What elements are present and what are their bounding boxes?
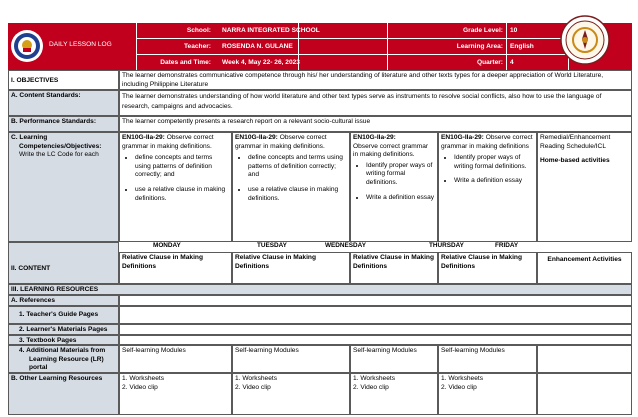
lc-intro: Observe correct grammar in making definitions. <box>122 134 214 150</box>
lc-bullet: • Identify proper ways of writing formal definitions. <box>454 154 534 171</box>
other-tuesday <box>232 373 350 415</box>
references-label: A. References <box>8 295 119 306</box>
competencies-label-line: C. Learning <box>11 134 48 141</box>
content-label <box>8 242 119 284</box>
content-tuesday: Relative Clause in Making Definitions <box>232 252 350 284</box>
other-wednesday <box>350 373 438 415</box>
friday-home-based: Home-based activities <box>540 157 610 165</box>
area-label: Learning Area: <box>456 43 503 50</box>
learners-materials-empty <box>119 324 632 335</box>
learners-materials-label: 2. Learner's Materials Pages <box>8 324 119 335</box>
lc-intro: Observe correct grammar in making definitions. <box>235 134 327 150</box>
competency-friday <box>537 132 632 242</box>
references-empty <box>119 295 632 306</box>
content-friday: Enhancement Activities <box>537 252 632 284</box>
day-monday: MONDAY <box>153 242 181 249</box>
competency-thursday <box>438 132 537 242</box>
grade-value: 10 <box>510 27 518 34</box>
day-thursday: THURSDAY <box>429 242 464 249</box>
performance-standards-text: The learner competently presents a research report on a relevant socio-cultural issue <box>119 116 632 132</box>
header-band <box>8 23 632 70</box>
day-header-row <box>119 242 632 252</box>
lc-bullet: • Write a definition essay <box>454 177 534 186</box>
school-label: School: <box>186 27 211 34</box>
other-monday <box>119 373 232 415</box>
friday-line: Reading Schedule/ICL <box>540 142 606 150</box>
deped-seal-icon <box>10 29 44 63</box>
quarter-value: 4 <box>510 59 514 66</box>
lr-friday <box>537 345 632 373</box>
other-item: 2. Video clip <box>441 383 477 391</box>
content-standards-text: The learner demonstrates understanding of how world literature and other text types serve as instruments to resolve social conflicts, also how to use the language of research, campaigns and advocacies. <box>119 90 632 116</box>
lr-portal-label <box>8 345 119 373</box>
other-item: 2. Video clip <box>353 383 389 391</box>
lr-thursday: Self-learning Modules <box>438 345 537 373</box>
school-seal-icon <box>560 15 610 65</box>
competencies-label <box>8 132 119 242</box>
divider <box>136 38 568 39</box>
lc-bullet: • use a relative clause in making definitions. <box>248 186 347 203</box>
lc-bullet: • use a relative clause in making definitions. <box>135 186 229 203</box>
lc-bullet: • define concepts and terms using patterns of definition correctly; and <box>248 154 347 180</box>
quarter-label: Quarter: <box>476 59 503 66</box>
teacher-label: Teacher: <box>184 43 211 50</box>
lc-bullet: • Identify proper ways of writing formal definitions. <box>366 162 435 188</box>
competencies-label-line: Competencies/Objectives: <box>19 142 102 150</box>
lr-wednesday: Self-learning Modules <box>350 345 438 373</box>
lc-code: EN10G-IIa-29: <box>353 134 396 141</box>
lr-portal-line: portal <box>29 364 48 372</box>
divider <box>136 23 137 70</box>
lc-intro: Observe correct grammar in making definitions. <box>353 142 429 159</box>
day-friday: FRIDAY <box>495 242 519 249</box>
lc-bullet: • Write a definition essay <box>366 194 435 203</box>
textbook-empty <box>119 335 632 345</box>
other-item: 1. Worksheets <box>441 375 484 382</box>
content-monday: Relative Clause in Making Definitions <box>119 252 232 284</box>
dates-label: Dates and Time: <box>160 59 211 66</box>
school-value: NARRA INTEGRATED SCHOOL <box>222 27 320 34</box>
other-item: 1. Worksheets <box>122 375 165 382</box>
day-tuesday: TUESDAY <box>257 242 287 249</box>
teachers-guide-label: 1. Teacher's Guide Pages <box>8 306 119 324</box>
other-item: 1. Worksheets <box>353 375 396 382</box>
lr-tuesday: Self-learning Modules <box>232 345 350 373</box>
resources-label: III. LEARNING RESOURCES <box>8 284 632 295</box>
lr-portal-line: Learning Resource (LR) <box>29 355 104 363</box>
grade-label: Grade Level: <box>463 27 503 34</box>
dll-title: DAILY LESSON LOG <box>49 41 112 48</box>
other-thursday <box>438 373 537 415</box>
lc-code: EN10G-IIa-29: <box>122 134 165 141</box>
competency-monday <box>119 132 232 242</box>
area-value: English <box>510 43 534 50</box>
content-thursday: Relative Clause in Making Definitions <box>438 252 537 284</box>
lc-code: EN10G-IIa-29: <box>441 134 484 141</box>
textbook-label: 3. Textbook Pages <box>8 335 119 345</box>
lc-code: EN10G-IIa-29: <box>235 134 278 141</box>
other-resources-label: B. Other Learning Resources <box>8 373 119 415</box>
lr-portal-line: 4. Additional Materials from <box>19 347 106 354</box>
other-item: 2. Video clip <box>235 383 271 391</box>
other-item: 2. Video clip <box>122 383 158 391</box>
objectives-label: I. OBJECTIVES <box>8 70 119 90</box>
competency-tuesday <box>232 132 350 242</box>
divider <box>136 54 568 55</box>
competency-wednesday <box>350 132 438 242</box>
objectives-text: The learner demonstrates communicative competence through his/ her understanding of literature and other texts types for a deeper appreciation of World Literature, including Philippine Literature <box>119 70 632 90</box>
content-standards-label: A. Content Standards: <box>8 90 119 116</box>
teachers-guide-empty <box>119 306 632 324</box>
divider <box>506 23 507 70</box>
dates-value: Week 4, May 22- 26, 2023 <box>222 59 300 66</box>
content-label-text: II. CONTENT <box>11 265 51 272</box>
performance-standards-label: B. Performance Standards: <box>8 116 119 132</box>
competencies-label-line: Write the LC Code for each <box>19 151 99 159</box>
lc-intro: Observe correct grammar in making definitions <box>441 134 533 150</box>
friday-line: Remedial/Enhancement <box>540 134 611 141</box>
lr-monday: Self-learning Modules <box>119 345 232 373</box>
day-wednesday: WEDNESDAY <box>325 242 366 249</box>
lc-bullet: • define concepts and terms using patterns of definition correctly; and <box>135 154 229 180</box>
content-wednesday: Relative Clause in Making Definitions <box>350 252 438 284</box>
other-friday <box>537 373 632 415</box>
other-item: 1. Worksheets <box>235 375 278 382</box>
teacher-value: ROSENDA N. GULANE <box>222 43 293 50</box>
divider <box>387 23 388 70</box>
